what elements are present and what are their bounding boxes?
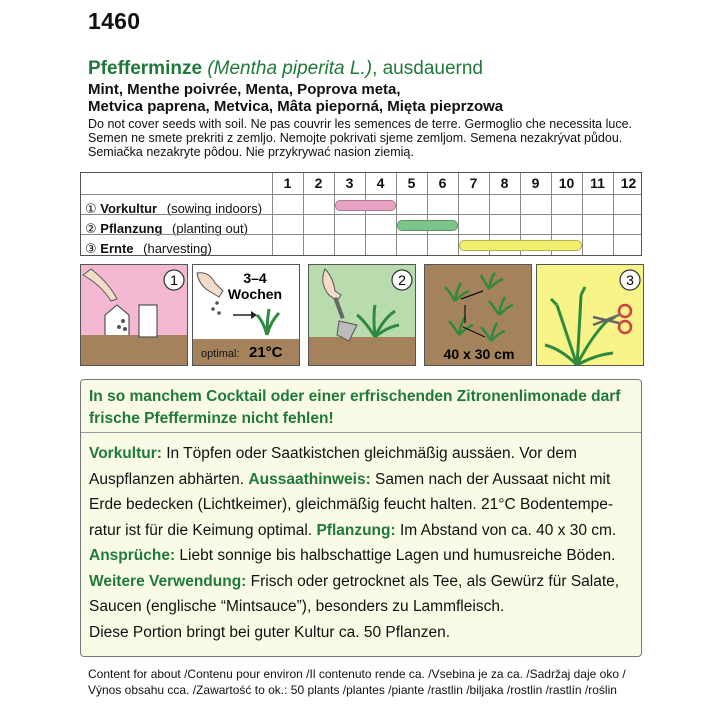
hand-icon (197, 273, 223, 297)
calendar-row-ernte (85, 241, 212, 257)
weeks-label: Wochen (227, 286, 283, 302)
text-vorkultur: In Töpfen oder Saatkistchen gleichmäßig aussäen. Vor dem Auspflanzen abhärten. (89, 445, 577, 488)
seedling-icon (257, 309, 279, 335)
row-hint: (sowing indoors) (166, 201, 263, 216)
row-symbol: ① (85, 201, 97, 216)
panel-spacing (424, 264, 532, 366)
title-suffix: , ausdauernd (372, 58, 483, 79)
planting-illustration (309, 265, 416, 366)
keyword-pflanzung: Pflanzung: (316, 521, 396, 539)
row-label: Ernte (100, 241, 134, 256)
calendar-row-line (81, 234, 641, 235)
soil-icon (81, 335, 188, 366)
row-hint: (harvesting) (143, 241, 212, 256)
product-title (88, 58, 483, 80)
row-label: Pflanzung (100, 221, 163, 236)
description-body (89, 441, 637, 645)
footer-line-2: Výnos obsahu cca. /Zawartość to ok.: 50 plants /plantes /piante /rastlin /biljaka /rostlin /rastlín /roślin (88, 683, 617, 697)
month-label: 3 (345, 175, 354, 191)
month-label: 7 (469, 175, 478, 191)
calendar-bar-ernte (459, 240, 582, 251)
plant-icon (545, 287, 615, 365)
row-hint: (planting out) (172, 221, 248, 236)
panel-sowing (80, 264, 188, 366)
month-label: 11 (590, 175, 605, 191)
hand-icon (83, 269, 117, 301)
germination-illustration (193, 265, 300, 366)
text-ansprueche: Liebt sonnige bis halbschattige Lagen und humusreiche Böden. (175, 547, 616, 564)
keyword-weitere-verwendung: Weitere Verwendung: (89, 572, 247, 590)
spacing-illustration (425, 265, 532, 366)
names-line-2: Metvica paprena, Metvica, Mâta pieporná, Mięta pieprzowa (88, 98, 504, 115)
harvest-illustration (537, 265, 644, 366)
text-pflanzung: Im Abstand von ca. 40 x 30 cm. (395, 521, 617, 539)
month-label: 6 (438, 175, 447, 191)
month-label: 1 (283, 175, 292, 191)
temp-label: optimal: (201, 348, 240, 360)
text-portion: Diese Portion bringt bei guter Kultur ca. 50 Pflanzen. (89, 623, 451, 641)
trowel-handle-icon (333, 297, 344, 319)
product-code: 1460 (88, 8, 141, 34)
note-line-1: Do not cover seeds with soil. Ne pas couvrir les semences de terre. Germoglio che necessita luce. (88, 117, 632, 131)
soil-icon (309, 337, 416, 366)
product-name: Pfefferminze (88, 58, 203, 79)
temp-value: 21°C (249, 344, 283, 361)
calendar-bar-vorkultur (335, 200, 396, 211)
month-label: 4 (376, 175, 385, 191)
latin-name: (Mentha piperita L.) (207, 58, 373, 79)
plant-icon (357, 305, 399, 337)
step-number: 3 (626, 272, 634, 288)
month-label: 9 (531, 175, 540, 191)
month-label: 2 (314, 175, 323, 191)
row-symbol: ② (85, 221, 97, 236)
panel-planting (308, 264, 416, 366)
step-number: 1 (170, 272, 178, 288)
sowing-calendar (80, 172, 642, 256)
text-aussaathinweis: Samen nach der Aussaat nicht mit Erde bedecken (Lichtkeimer), gleichmäßig feucht halten. 21°C Bodentemperatur ist für die Keimung optimal. (89, 470, 614, 539)
calendar-bar-pflanzung (397, 220, 458, 231)
footer-line-1: Content for about /Contenu pour environ /Il contenuto rende ca. /Vsebina je za ca. /Sadržaj daje oko / (88, 667, 626, 681)
month-label: 8 (500, 175, 509, 191)
sowing-illustration (81, 265, 188, 366)
calendar-row-line (81, 194, 641, 195)
row-label: Vorkultur (100, 201, 158, 216)
step-number: 2 (398, 272, 406, 288)
keyword-aussaathinweis: Aussaathinweis: (248, 470, 371, 488)
row-symbol: ③ (85, 241, 97, 256)
keyword-ansprueche: Ansprüche: (89, 547, 176, 564)
panel-germination (192, 264, 300, 366)
spacing-value: 40 x 30 cm (443, 346, 515, 362)
calendar-row-line (81, 214, 641, 215)
hand-icon (323, 269, 341, 301)
plant-icon (445, 273, 513, 341)
month-label: 10 (558, 175, 575, 191)
note-line-3: Semiačka nezakryte pôdou. Nie przykrywać nasion ziemią. (88, 145, 414, 159)
names-line-1: Mint, Menthe poivrée, Menta, Poprova meta, (88, 81, 401, 98)
note-line-2: Semen ne smete prekriti z zemljo. Nemojte pokrivati sjeme zemljom. Semena nezakrývat půdou. (88, 131, 623, 145)
panel-harvest (536, 264, 644, 366)
text-weitere-verwendung: Frisch oder getrocknet als Tee, als Gewürz für Salate, Saucen (englische “Mintsauce”), besonders zu Lammfleisch. (89, 572, 620, 615)
weeks-value: 3–4 (243, 270, 267, 286)
divider (81, 432, 641, 433)
month-label: 12 (620, 175, 637, 191)
description-box (80, 379, 642, 657)
keyword-vorkultur: Vorkultur: (89, 445, 162, 462)
headline: In so manchem Cocktail oder einer erfrischenden Zitronenlimonade darf frische Pfefferminze nicht fehlen! (89, 388, 621, 427)
month-label: 5 (407, 175, 416, 191)
